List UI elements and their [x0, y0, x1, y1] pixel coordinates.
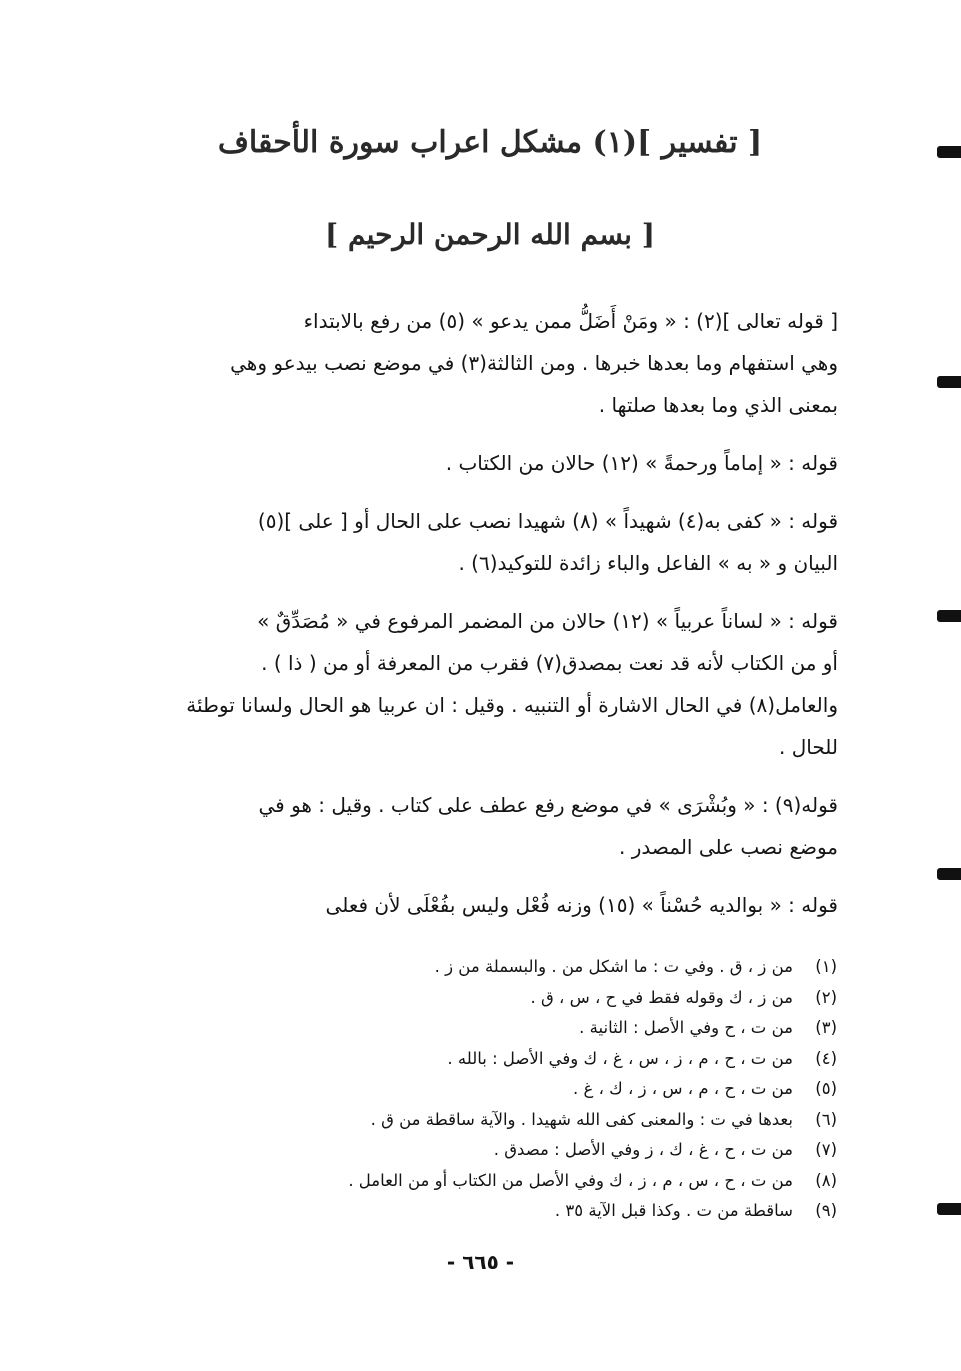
footnote-number: (٨): [815, 1170, 837, 1190]
footnote-text: من ت ، ح ، س ، م ، ز ، ك وفي الأصل من الكتاب أو من العامل .: [348, 1170, 793, 1190]
paragraph: [138, 442, 838, 484]
footnote: [237, 1135, 837, 1166]
footnote-number: (٥): [815, 1079, 837, 1098]
scan-edge-mark: [937, 868, 961, 880]
scan-edge-mark: [937, 1203, 961, 1215]
footnote-number: (٩): [815, 1201, 837, 1220]
footnote: [237, 1105, 837, 1136]
footnote-text: ساقطة من ت . وكذا قبل الآية ٣٥ .: [554, 1201, 793, 1220]
footnote-text: من ت ، ح ، م ، س ، ز ، ك ، غ .: [573, 1079, 793, 1098]
footnote: [237, 1166, 837, 1197]
text-line: [ قوله تعالى ](٢) : « ومَنْ أَضَلُّ ممن يدعو » (٥) من رفع بالابتداء: [303, 309, 838, 333]
text-line: والعامل(٨) في الحال الاشارة أو التنبيه . وقيل : ان عربيا هو الحال ولسانا توطئة: [186, 693, 838, 717]
paragraph: [138, 300, 838, 426]
paragraph: [138, 884, 838, 926]
footnote: [237, 1013, 837, 1044]
footnote-number: (١): [815, 957, 837, 976]
footnote-number: (٣): [815, 1018, 837, 1037]
text-line: قوله : « إماماً ورحمةً » (١٢) حالان من الكتاب .: [445, 451, 838, 475]
footnote-text: من ت ، ح ، غ ، ك ، ز وفي الأصل : مصدق .: [493, 1140, 793, 1159]
text-line: بمعنى الذي وما بعدها صلتها .: [598, 393, 838, 417]
text-line: قوله : « لساناً عربياً » (١٢) حالان من المضمر المرفوع في « مُصَدِّقٌ »: [257, 609, 838, 633]
footnote: [237, 1196, 837, 1227]
text-line: قوله : « بوالديه حُسْناً » (١٥) وزنه فُعْل وليس بفُعْلَى لأن فعلى: [325, 893, 838, 917]
footnote: [237, 952, 837, 983]
footnote-number: (٦): [815, 1109, 837, 1129]
scan-edge-mark: [937, 376, 961, 388]
text-line: قوله : « كفى به(٤) شهيداً » (٨) شهيدا نصب على الحال أو [ على ](٥): [257, 509, 838, 533]
paragraph: [138, 500, 838, 584]
footnote-text: من ت ، ح ، م ، ز ، س ، غ ، ك وفي الأصل : بالله .: [447, 1048, 793, 1068]
page-number: - ٦٦٥ -: [446, 1250, 515, 1274]
text-line: البيان و « به » الفاعل والباء زائدة للتوكيد(٦) .: [458, 551, 838, 575]
footnotes: [237, 952, 837, 1227]
footnote-text: بعدها في ت : والمعنى كفى الله شهيدا . والآية ساقطة من ق .: [370, 1109, 793, 1129]
scan-edge-mark: [937, 146, 961, 158]
footnote: [237, 983, 837, 1014]
footnote-text: من ز ، ق . وفي ت : ما اشكل من . والبسملة من ز .: [434, 957, 793, 976]
text-line: أو من الكتاب لأنه قد نعت بمصدق(٧) فقرب من المعرفة أو من ( ذا ) .: [261, 651, 838, 675]
text-line: للحال .: [779, 735, 838, 759]
text-line: وهي استفهام وما بعدها خبرها . ومن الثالثة(٣) في موضع نصب بيدعو وهي: [230, 351, 838, 375]
footnote-number: (٧): [815, 1140, 837, 1159]
paragraph: [138, 784, 838, 868]
body-text: [138, 300, 838, 942]
footnote: [237, 1074, 837, 1105]
chapter-title: [ تفسير ](١) مشكل اعراب سورة الأحقاف: [217, 125, 763, 160]
footnote-number: (٢): [815, 987, 837, 1007]
scan-edge-mark: [937, 610, 961, 622]
text-line: قوله(٩) : « وبُشْرَى » في موضع رفع عطف على كتاب . وقيل : هو في: [258, 793, 838, 817]
footnote: [237, 1044, 837, 1075]
basmala: [ بسم الله الرحمن الرحيم ]: [325, 218, 655, 251]
paragraph: [138, 600, 838, 768]
footnote-number: (٤): [815, 1048, 837, 1068]
footnote-text: من ت ، ح وفي الأصل : الثانية .: [579, 1018, 793, 1037]
text-line: موضع نصب على المصدر .: [619, 835, 838, 859]
footnote-text: من ز ، ك وقوله فقط في ح ، س ، ق .: [530, 987, 793, 1007]
